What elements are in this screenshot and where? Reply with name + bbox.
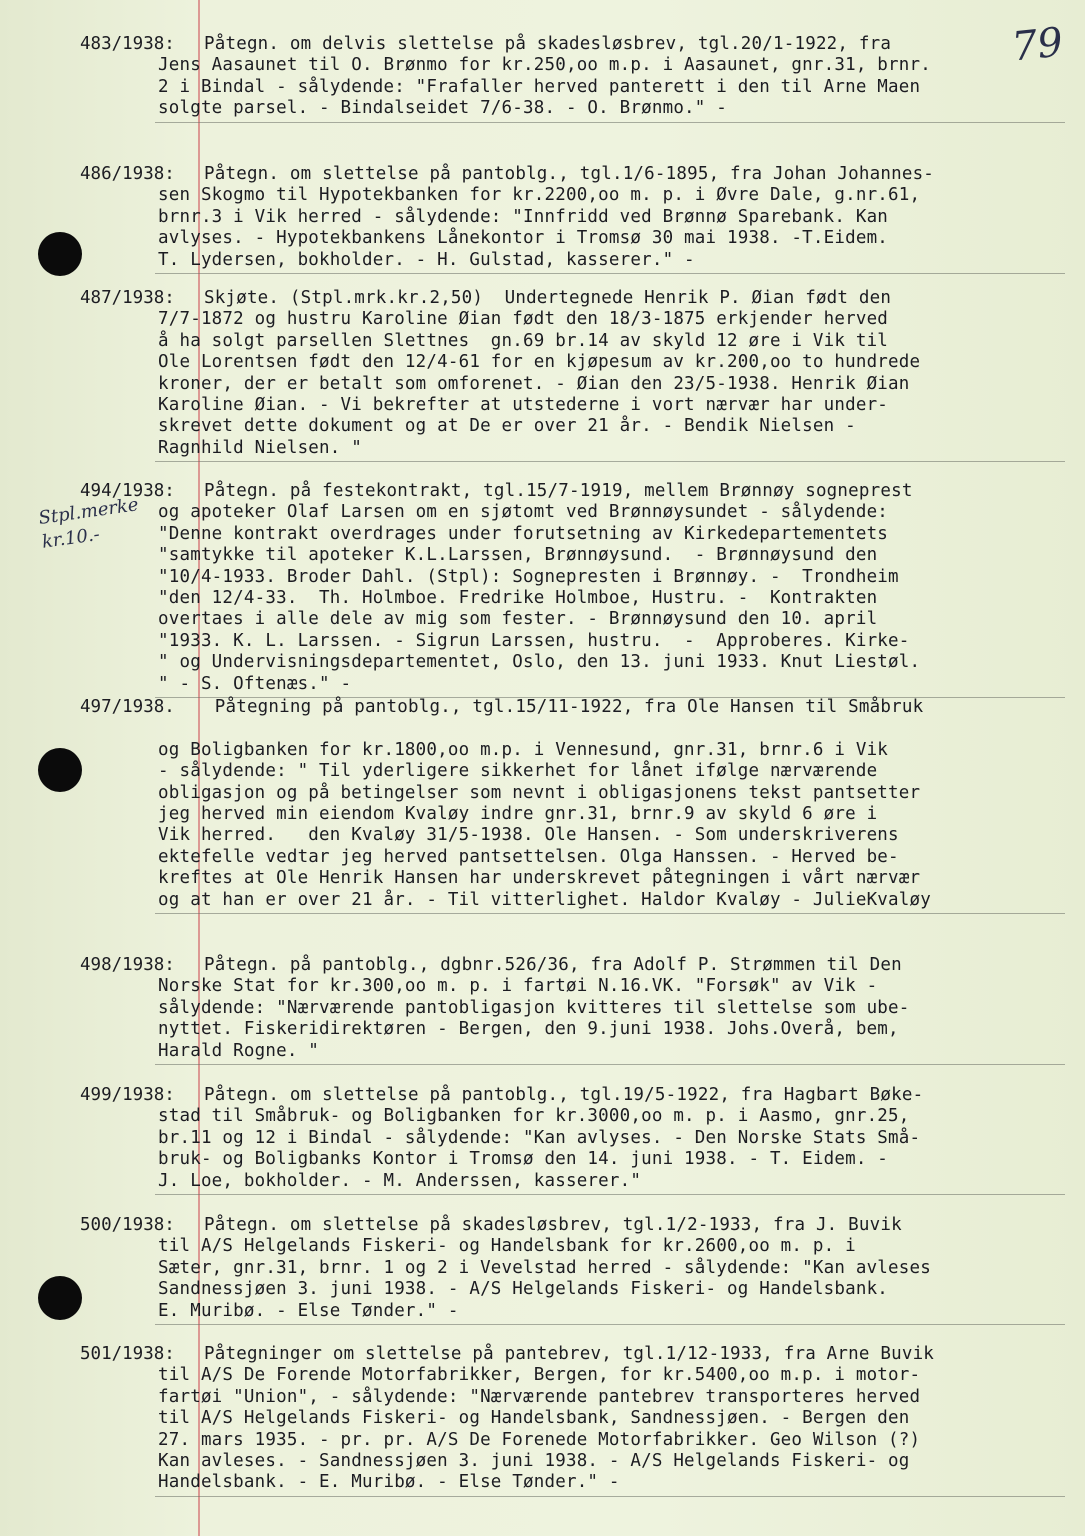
entry-line: 7/7-1872 og hustru Karoline Øian født den 18/3-1875 erkjender herved (158, 309, 889, 330)
entry-line: obligasjon og på betingelser som nevnt i obligasjonens tekst pantsetter (158, 782, 921, 803)
entry-line: og at han er over 21 år. - Til vitterlighet. Haldor Kvaløy - JulieKvaløy (158, 889, 931, 910)
punch-hole-2 (38, 748, 82, 792)
entry-line: Påtegn. om delvis slettelse på skadesløsbrev, tgl.20/1-1922, fra (204, 34, 892, 54)
entry-line: sålydende: "Nærværende pantobligasjon kvitteres til slettelse som ube- (158, 997, 910, 1018)
entry-line: Påtegn. om slettelse på pantoblg., tgl.1/6-1895, fra Johan Johannes- (204, 164, 935, 184)
entry-line: kreftes at Ole Henrik Hansen har underskrevet påtegningen i vårt nærvær (158, 868, 921, 889)
entry-line: "den 12/4-33. Th. Holmboe. Fredrike Holmboe, Hustru. - Kontrakten (158, 588, 878, 608)
entry-line: "samtykke til apoteker K.L.Larssen, Brønnøysund. - Brønnøysund den (158, 545, 878, 566)
entry-number: 497/1938. (80, 697, 175, 717)
entry-line: sen Skogmo til Hypotekbanken for kr.2200,oo m. p. i Øvre Dale, g.nr.61, (158, 185, 921, 206)
entry-number: 501/1938: (80, 1344, 175, 1364)
entry-line: Harald Rogne. " (158, 1040, 320, 1061)
entry-line: E. Muribø. - Else Tønder." - (158, 1300, 459, 1321)
entry-line: Påtegn. om slettelse på pantoblg., tgl.19/5-1922, fra Hagbart Bøke- (204, 1085, 924, 1105)
entry-line: overtaes i alle dele av mig som fester. - Brønnøysund den 10. april (158, 609, 878, 630)
punch-hole-1 (38, 232, 82, 276)
entry-line: og Boligbanken for kr.1800,oo m.p. i Vennesund, gnr.31, brnr.6 i Vik (158, 739, 889, 760)
entry-number: 486/1938: (80, 164, 175, 184)
entry-line: til A/S Helgelands Fiskeri- og Handelsbank for kr.2600,oo m. p. i (158, 1236, 856, 1257)
entry-line: Vik herred. den Kvaløy 31/5-1938. Ole Hansen. - Som underskriverens (158, 825, 899, 846)
entry-line: Handelsbank. - E. Muribø. - Else Tønder." - (158, 1472, 620, 1493)
entry-number: 483/1938: (80, 34, 175, 54)
entry-separator (155, 461, 1065, 462)
entry-line: og apoteker Olaf Larsen om en sjøtomt ved Brønnøysundet - sålydende: (158, 502, 889, 523)
entry-line: brnr.3 i Vik herred - sålydende: "Innfridd ved Brønnø Sparebank. Kan (158, 206, 889, 227)
entry-line: 2 i Bindal - sålydende: "Frafaller herved panterett i den til Arne Maen (158, 76, 921, 97)
entry-line: Sandnessjøen 3. juni 1938. - A/S Helgelands Fiskeri- og Handelsbank. (158, 1279, 889, 1300)
entry-line: Jens Aasaunet til O. Brønmo for kr.250,oo m.p. i Aasaunet, gnr.31, brnr. (158, 55, 931, 76)
entry-line: "10/4-1933. Broder Dahl. (Stpl): Sognepresten i Brønnøy. - Trondheim (158, 566, 899, 587)
entry-line: - sålydende: " Til yderligere sikkerhet for lånet ifølge nærværende (158, 761, 878, 782)
entry-line: Påtegninger om slettelse på pantebrev, tgl.1/12-1933, fra Arne Buvik (204, 1344, 935, 1364)
entry-line: å ha solgt parsellen Slettnes gn.69 br.14 av skyld 12 øre i Vik til (158, 330, 889, 351)
entry-separator (155, 1496, 1065, 1497)
entry-line: Karoline Øian. - Vi bekrefter at utstederne i vort nærvær har under- (158, 395, 889, 415)
entry-line: Ragnhild Nielsen. " (158, 437, 362, 458)
entry-line: Påtegning på pantoblg., tgl.15/11-1922, fra Ole Hansen til Småbruk (204, 697, 924, 717)
entry-line: bruk- og Boligbanks Kontor i Tromsø den 14. juni 1938. - T. Eidem. - (158, 1149, 889, 1170)
entry-line: " - S. Oftenæs." - (158, 673, 352, 694)
entry-separator (155, 913, 1065, 914)
entry-line: Skjøte. (Stpl.mrk.kr.2,50) Undertegnede Henrik P. Øian født den (204, 288, 892, 308)
entry-line: " og Undervisningsdepartementet, Oslo, den 13. juni 1933. Knut Liestøl. (158, 652, 921, 673)
entry-line: ektefelle vedtar jeg herved pantsettelsen. Olga Hanssen. - Herved be- (158, 846, 899, 867)
margin-note-line: kr.10.- (40, 523, 101, 553)
entry-line: Norske Stat for kr.300,oo m. p. i fartøi N.16.VK. "Forsøk" av Vik - (158, 976, 878, 997)
entry-separator (155, 273, 1065, 274)
entry-line: fartøi "Union", - sålydende: "Nærværende pantebrev transporteres herved (158, 1386, 921, 1407)
entry-separator (155, 1064, 1065, 1065)
page-number: 79 (1009, 19, 1066, 71)
margin-note-line: Stpl.merke (37, 494, 140, 530)
entry-line: Kan avleses. - Sandnessjøen 3. juni 1938. - A/S Helgelands Fiskeri- og (158, 1451, 910, 1471)
entry-line: "Denne kontrakt overdrages under forutsetning av Kirkedepartementets (158, 523, 889, 544)
entry-line: stad til Småbruk- og Boligbanken for kr.3000,oo m. p. i Aasmo, gnr.25, (158, 1106, 910, 1127)
punch-hole-3 (38, 1276, 82, 1320)
entry-line: avlyses. - Hypotekbankens Lånekontor i Tromsø 30 mai 1938. -T.Eidem. (158, 228, 889, 249)
entry-line: skrevet dette dokument og at De er over 21 år. - Bendik Nielsen - (158, 416, 856, 437)
entry-number: 500/1938: (80, 1215, 175, 1235)
entry-separator (155, 1324, 1065, 1325)
entry-line: jeg herved min eiendom Kvaløy indre gnr.31, brnr.9 av skyld 6 øre i (158, 804, 878, 824)
entry-line: Påtegn. på pantoblg., dgbnr.526/36, fra Adolf P. Strømmen til Den (204, 955, 902, 975)
entry-separator (155, 1194, 1065, 1195)
entry-number: 494/1938: (80, 481, 175, 501)
entry-number: 487/1938: (80, 288, 175, 308)
entry-line: J. Loe, bokholder. - M. Anderssen, kasserer." (158, 1170, 642, 1191)
entry-line: til A/S Helgelands Fiskeri- og Handelsbank, Sandnessjøen. - Bergen den (158, 1408, 910, 1429)
entry-line: til A/S De Forende Motorfabrikker, Bergen, for kr.5400,oo m.p. i motor- (158, 1365, 921, 1386)
entry-line: "1933. K. L. Larssen. - Sigrun Larssen, hustru. - Approberes. Kirke- (158, 630, 910, 651)
entry-line: Påtegn. på festekontrakt, tgl.15/7-1919, mellem Brønnøy sogneprest (204, 481, 913, 501)
entry-line: nyttet. Fiskeridirektøren - Bergen, den 9.juni 1938. Johs.Overå, bem, (158, 1019, 899, 1040)
entry-number: 498/1938: (80, 955, 175, 975)
entry-line: Påtegn. om slettelse på skadesløsbrev, tgl.1/2-1933, fra J. Buvik (204, 1215, 902, 1235)
entry-line: T. Lydersen, bokholder. - H. Gulstad, kasserer." - (158, 249, 695, 270)
entry-separator (155, 122, 1065, 123)
entry-line: br.11 og 12 i Bindal - sålydende: "Kan avlyses. - Den Norske Stats Små- (158, 1127, 921, 1148)
entry-line: solgte parsel. - Bindalseidet 7/6-38. - O. Brønmo." - (158, 98, 728, 119)
margin-note (37, 493, 143, 555)
entry-line: Sæter, gnr.31, brnr. 1 og 2 i Vevelstad herred - sålydende: "Kan avleses (158, 1257, 931, 1278)
entry-line: Ole Lorentsen født den 12/4-61 for en kjøpesum av kr.200,oo to hundrede (158, 352, 921, 373)
entry-line: kroner, der er betalt som omforenet. - Øian den 23/5-1938. Henrik Øian (158, 373, 910, 394)
entry-number: 499/1938: (80, 1085, 175, 1105)
entry-line: 27. mars 1935. - pr. pr. A/S De Forenede Motorfabrikker. Geo Wilson (?) (158, 1429, 921, 1450)
